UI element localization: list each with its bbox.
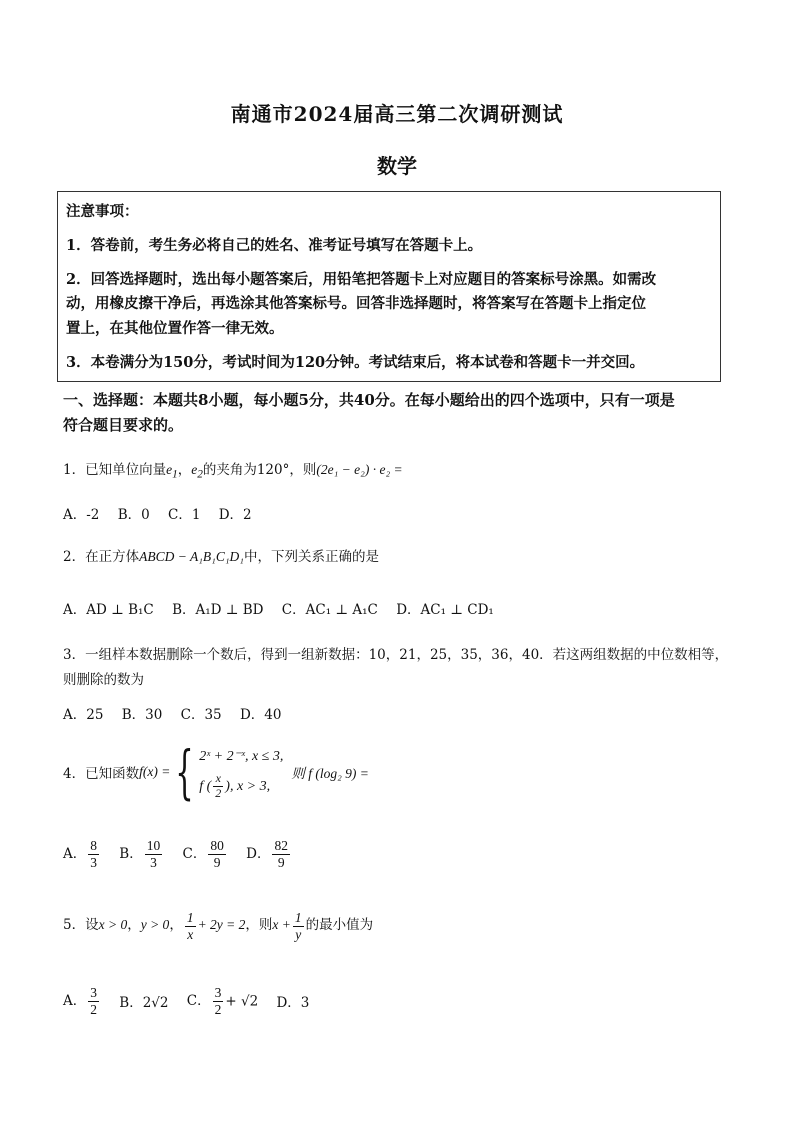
question-5: 5．设x > 0，y > 0， $\frac{1}{x}$ + 2y = 2，则x + $\frac{1}{y}$ 的最小值为 <box>63 910 374 942</box>
question-3-option-c: C．35 <box>180 707 222 723</box>
question-2-expression: ABCD − A₁B₁C₁D₁ <box>139 549 244 564</box>
notice-item-1: 1．答卷前，考生务必将自己的姓名、准考证号填写在答题卡上。 <box>66 237 483 254</box>
target-expression: x + $\frac{1}{y}$ <box>272 910 302 942</box>
question-4-options <box>63 838 306 870</box>
page-title: 南通市2024届高三第二次调研测试 <box>230 102 564 126</box>
notice-item-2-line3: 置上，在其他位置作答一律无效。 <box>66 320 284 337</box>
vector-e1: $e_1$ <box>166 462 178 481</box>
question-5-options <box>63 985 323 1017</box>
question-2-option-c: C．AC₁ ⊥ A₁C <box>281 602 378 618</box>
question-2 <box>63 545 379 565</box>
piecewise-brace: { <box>175 738 194 806</box>
question-1-option-a: A．-2 <box>63 507 100 523</box>
notice-heading: 注意事项： <box>66 203 139 220</box>
question-3-option-d: D．40 <box>239 707 282 723</box>
notice-box <box>57 191 721 382</box>
question-5-option-a: A． $\frac{3}{2}$ <box>63 985 97 1017</box>
question-1-prefix: 1．已知单位向量 <box>63 462 167 478</box>
vector-e2: $e_2$ <box>191 462 203 481</box>
question-3-option-b: B．30 <box>121 707 163 723</box>
notice-item-2-line2: 动，用橡皮擦干净后，再选涂其他答案标号。回答非选择题时，将答案写在答题卡上指定位 <box>66 295 646 312</box>
section-heading-line2: 符合题目要求的。 <box>63 416 184 434</box>
question-5-option-c: C． $\frac{3}{2}$ + √2 <box>186 985 259 1017</box>
question-1-options <box>63 503 266 523</box>
question-4 <box>63 738 369 812</box>
question-2-suffix: 中，下列关系正确的是 <box>243 549 379 565</box>
question-4-suffix: 则 f (log₂ 9) = <box>291 766 369 781</box>
piecewise-cases <box>199 742 283 802</box>
subject-title: 数学 <box>377 154 417 178</box>
question-5-mid: ，则 <box>245 917 273 934</box>
question-2-option-a: A．AD ⊥ B₁C <box>63 602 154 618</box>
question-5-option-d: D．3 <box>276 995 310 1012</box>
question-1-option-d: D．2 <box>218 507 252 523</box>
condition-x: x > 0 <box>98 917 128 933</box>
question-1 <box>63 458 403 481</box>
condition-equation: $\frac{1}{x}$ + 2y = 2 <box>186 910 246 942</box>
question-5-prefix: 5．设 <box>63 917 99 934</box>
question-2-option-b: B．A₁D ⊥ BD <box>172 602 264 618</box>
question-4-function: f(x) = <box>139 764 171 779</box>
piecewise-case-2: f ( $\frac{x}{2}$ ), x > 3, <box>199 771 271 801</box>
question-2-options <box>63 598 508 618</box>
question-5-suffix: 的最小值为 <box>305 917 374 934</box>
question-2-option-d: D．AC₁ ⊥ CD₁ <box>396 602 494 618</box>
question-4-option-b: B． $\frac{10}{3}$ <box>119 838 161 870</box>
question-4-option-c: C． $\frac{80}{9}$ <box>182 838 224 870</box>
question-2-prefix: 2．在正方体 <box>63 549 140 565</box>
notice-item-2-line1: 2．回答选择题时，选出每小题答案后，用铅笔把答题卡上对应题目的答案标号涂黑。如需改 <box>66 271 657 288</box>
question-1-mid: 的夹角为120°，则 <box>202 462 317 478</box>
question-4-prefix: 4．已知函数 <box>63 766 140 782</box>
question-1-sep: ， <box>177 462 192 478</box>
question-4-option-a: A． $\frac{8}{3}$ <box>63 838 97 870</box>
question-1-option-c: C．1 <box>168 507 201 523</box>
question-4-option-d: D． $\frac{82}{9}$ <box>246 838 288 870</box>
piecewise-case-1: 2ˣ + 2⁻ˣ, x ≤ 3, <box>199 749 284 764</box>
section-heading-line1: 一、选择题：本题共8小题，每小题5分，共40分。在每小题给出的四个选项中，只有一项是 <box>63 391 675 409</box>
question-3-options <box>63 703 295 723</box>
notice-item-3: 3．本卷满分为150分，考试时间为120分钟。考试结束后，将本试卷和答题卡一并交回。 <box>66 354 645 371</box>
question-5-option-b: B．2√2 <box>119 995 169 1012</box>
question-3-line2: 则删除的数为 <box>63 672 144 688</box>
question-1-expression: (2e₁ − e₂) · e₂ = <box>316 462 403 477</box>
question-3-line1: 3．一组样本数据删除一个数后，得到一组新数据：10，21，25，35，36，40．若这两组数据的中位数相等， <box>63 647 729 663</box>
question-3-option-a: A．25 <box>63 707 104 723</box>
question-1-option-b: B．0 <box>117 507 150 523</box>
condition-y: y > 0 <box>140 917 170 933</box>
